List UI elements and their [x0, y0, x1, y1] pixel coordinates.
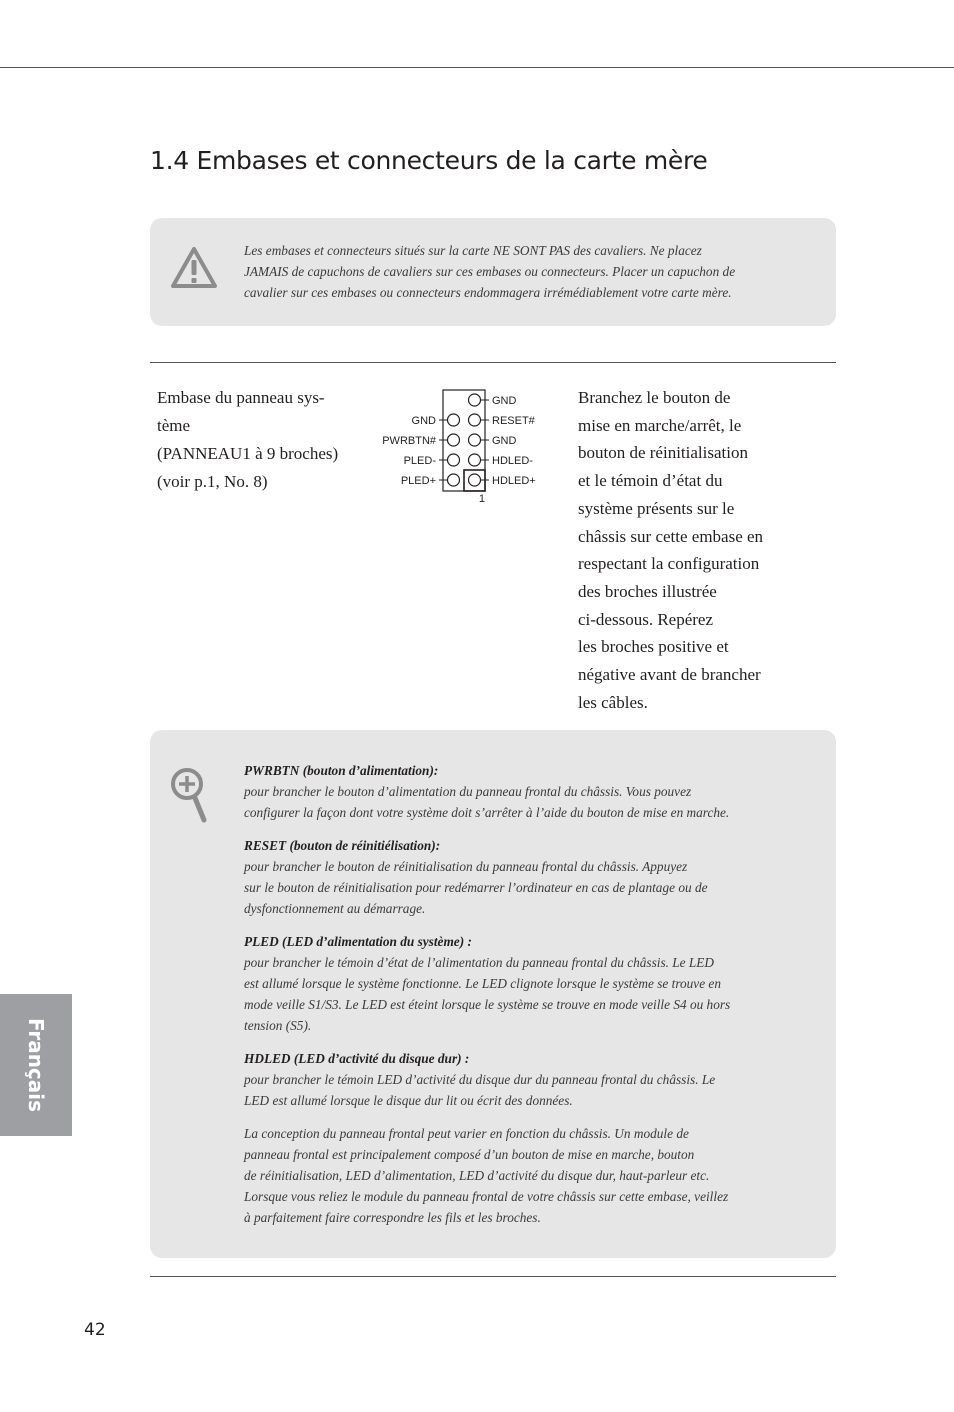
note-box: [150, 730, 836, 1258]
warning-line: cavalier sur ces embases ou connecteurs endommagera irrémédiablement votre carte mère.: [244, 285, 732, 300]
warning-box: [150, 218, 836, 326]
instruction-line: châssis sur cette embase en: [578, 526, 764, 546]
closing-line: panneau frontal est principalement composé d’un bouton de mise en marche, bouton: [244, 1147, 695, 1162]
warning-line: JAMAIS de capuchons de cavaliers sur ces embases ou connecteurs. Placer un capuchon de: [244, 264, 736, 279]
pin-label-left: PWRBTN#: [382, 435, 436, 447]
note-heading: HDLED (LED d’activité du disque dur) :: [244, 1051, 470, 1066]
panel-header-pin-diagram: [365, 387, 565, 507]
pin: [469, 474, 481, 486]
bottom-divider: [150, 1276, 836, 1277]
note-line: pour brancher le bouton de réinitialisation du panneau frontal du châssis. Appuyez: [244, 859, 688, 874]
instruction-line: et le témoin d’état du: [578, 471, 723, 491]
note-heading: RESET (bouton de réinitiélisation):: [244, 838, 441, 853]
instruction-line: système présents sur le: [578, 498, 735, 518]
section-divider: [150, 362, 836, 363]
header-label: [157, 384, 357, 496]
pin-label-right: GND: [492, 435, 517, 447]
pin: [448, 454, 460, 466]
pin: [448, 474, 460, 486]
note-item-pwrbtn: [244, 760, 804, 823]
pin-label-left: PLED+: [400, 475, 436, 487]
note-content: [244, 760, 804, 1228]
note-line: tension (S5).: [244, 1018, 312, 1033]
page-number: 42: [84, 1320, 106, 1340]
note-heading: PLED (LED d’alimentation du système) :: [244, 934, 472, 949]
closing-line: de réinitialisation, LED d’alimentation, LED d’activité du disque dur, haut-parleur etc.: [244, 1168, 710, 1183]
pin-label-right: RESET#: [492, 415, 535, 427]
magnifier-plus-icon: [168, 764, 212, 824]
note-line: configurer la façon dont votre système doit s’arrêter à l’aide du bouton de mise en marche.: [244, 805, 730, 820]
header-label-line: tème: [157, 416, 191, 435]
instruction-line: les câbles.: [578, 692, 648, 712]
note-line: est allumé lorsque le système fonctionne. Le LED clignote lorsque le système se trouve en: [244, 976, 721, 991]
pin-label-right: HDLED-: [492, 455, 533, 467]
pin-label-left: GND: [411, 415, 436, 427]
note-line: sur le bouton de réinitialisation pour redémarrer l’ordinateur en cas de plantage ou de: [244, 880, 708, 895]
top-rule: [0, 67, 954, 68]
language-tab: [0, 994, 72, 1136]
note-line: mode veille S1/S3. Le LED est éteint lorsque le système se trouve en mode veille S4 ou hors: [244, 997, 731, 1012]
note-line: LED est allumé lorsque le disque dur lit ou écrit des données.: [244, 1093, 573, 1108]
instruction-line: négative avant de brancher: [578, 665, 761, 685]
note-item-pled: [244, 931, 804, 1036]
instruction-line: ci-dessous. Repérez: [578, 609, 714, 629]
pin: [469, 434, 481, 446]
header-instructions: [578, 384, 798, 716]
instruction-line: bouton de réinitialisation: [578, 443, 748, 463]
pin-label-right: HDLED+: [492, 475, 536, 487]
note-item-hdled: [244, 1048, 804, 1111]
note-line: pour brancher le bouton d’alimentation du panneau frontal du châssis. Vous pouvez: [244, 784, 692, 799]
pin: [469, 414, 481, 426]
pin-label-right: GND: [492, 395, 517, 407]
pin-one-label: 1: [478, 493, 485, 505]
warning-triangle-icon: [170, 246, 218, 290]
pin: [448, 414, 460, 426]
closing-line: Lorsque vous reliez le module du panneau frontal de votre châssis sur cette embase, veillez: [244, 1189, 729, 1204]
pin: [448, 434, 460, 446]
language-tab-label: Français: [24, 1017, 48, 1113]
instruction-line: respectant la configuration: [578, 554, 760, 574]
instruction-line: mise en marche/arrêt, le: [578, 415, 742, 435]
closing-line: à parfaitement faire correspondre les fils et les broches.: [244, 1210, 541, 1225]
header-label-line: (PANNEAU1 à 9 broches): [157, 444, 339, 463]
note-heading: PWRBTN (bouton d’alimentation):: [244, 763, 439, 778]
instruction-line: Branchez le bouton de: [578, 388, 731, 407]
note-closing: [244, 1123, 804, 1228]
instruction-line: les broches positive et: [578, 637, 729, 657]
section-title: 1.4 Embases et connecteurs de la carte mère: [150, 146, 708, 175]
warning-line: Les embases et connecteurs situés sur la carte NE SONT PAS des cavaliers. Ne placez: [244, 243, 702, 258]
note-line: pour brancher le témoin d’état de l’alimentation du panneau frontal du châssis. Le LED: [244, 955, 715, 970]
header-label-line: (voir p.1, No. 8): [157, 472, 268, 491]
pin-label-left: PLED-: [403, 455, 436, 467]
closing-line: La conception du panneau frontal peut varier en fonction du châssis. Un module de: [244, 1126, 689, 1141]
note-item-reset: [244, 835, 804, 919]
instruction-line: des broches illustrée: [578, 581, 717, 601]
pin: [469, 454, 481, 466]
note-line: pour brancher le témoin LED d’activité du disque dur du panneau frontal du châssis. Le: [244, 1072, 716, 1087]
pin: [469, 394, 481, 406]
header-label-line: Embase du panneau sys-: [157, 388, 325, 407]
warning-text: [244, 240, 784, 303]
note-line: dysfonctionnement au démarrage.: [244, 901, 426, 916]
